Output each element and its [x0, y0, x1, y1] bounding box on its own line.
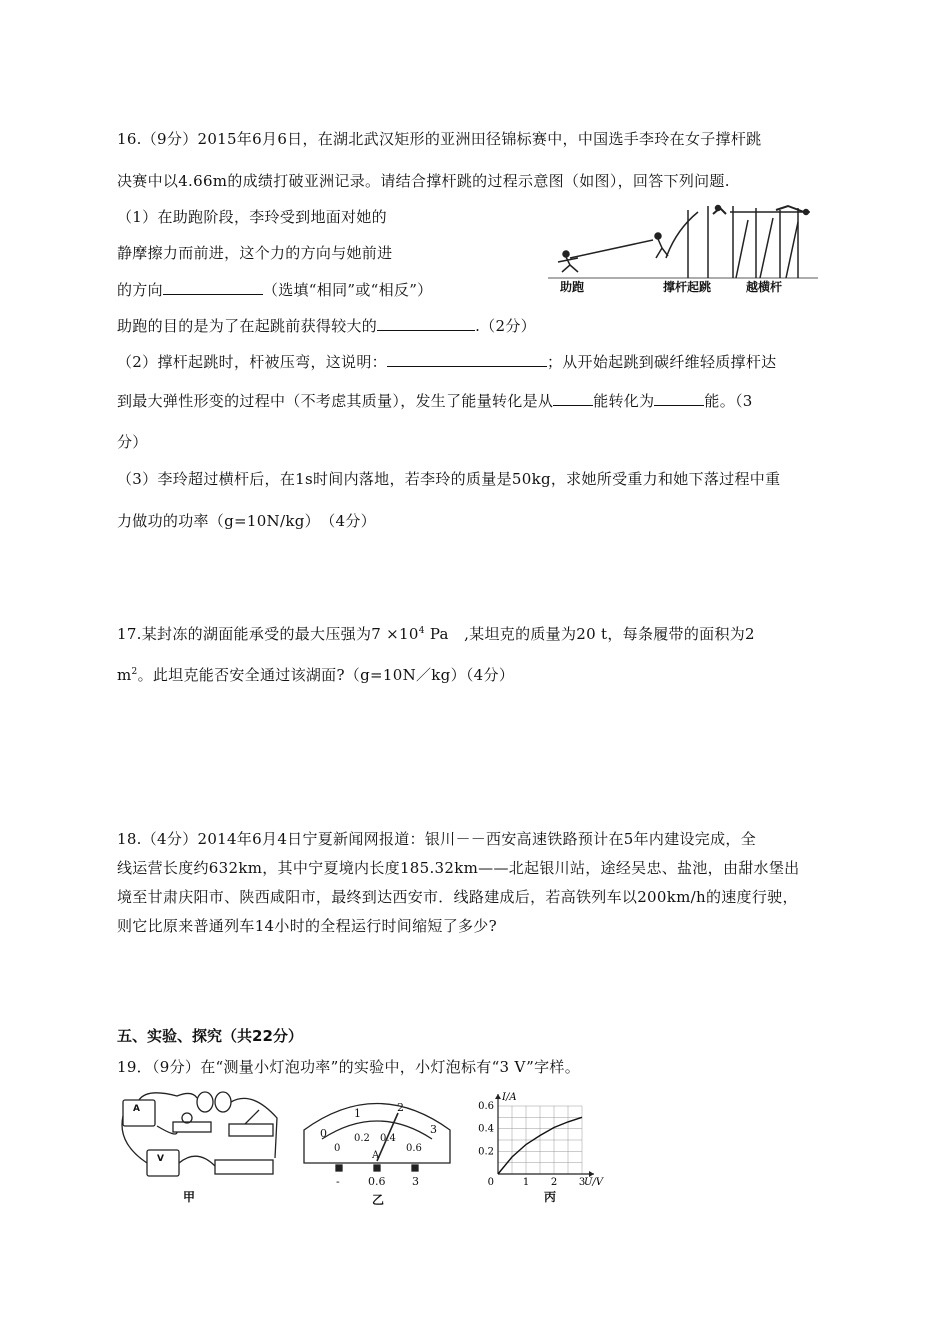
q19-line1: 19．（9分）在“测量小灯泡功率”的实验中，小灯泡标有“3 V”字样。 — [117, 1058, 580, 1076]
dial-inner-tick-1: 0.2 — [354, 1133, 370, 1144]
q17-line1-pre: 17.某封冻的湖面能承受的最大压强为7 ×10 — [117, 625, 419, 643]
dial-inner-tick-0: 0 — [334, 1143, 341, 1154]
q17-exponent: 4 — [418, 626, 425, 636]
figure-label-bing: 丙 — [544, 1190, 557, 1204]
q17-area-exponent: 2 — [131, 667, 138, 677]
y-tick-label: 0.6 — [478, 1101, 494, 1112]
answer-blank-energy-to[interactable] — [654, 391, 704, 406]
dial-outer-tick-1: 1 — [354, 1107, 361, 1120]
q16-part3-line-b: 力做功的功率（g=10N/kg） （4分） — [117, 512, 376, 530]
figure-label-run: 助跑 — [560, 280, 585, 294]
dial-unit-label: A — [372, 1150, 380, 1161]
answer-blank-bend[interactable] — [387, 352, 547, 367]
q16-line2: 决赛中以4.66m的成绩打破亚洲记录。请结合撑杆跳的过程示意图（如图），回答下列问题. — [117, 172, 730, 190]
q16-part2-b-post: 能。（3 — [704, 392, 753, 410]
dial-inner-tick-3: 0.6 — [406, 1143, 422, 1154]
dial-outer-tick-0: 0 — [320, 1127, 327, 1140]
y-axis-label: I/A — [502, 1092, 517, 1103]
q16-part2-line-c: 分） — [117, 433, 148, 451]
q16-part2-a-pre: （2）撑杆起跳时，杆被压弯，这说明： — [117, 353, 387, 371]
dial-inner-tick-2: 0.4 — [380, 1133, 396, 1144]
q16-line1: 16.（9分）2015年6月6日，在湖北武汉矩形的亚洲田径锦标赛中，中国选手李玲在女子撑杆跳 — [117, 130, 762, 148]
terminal-0-6: 0.6 — [368, 1175, 386, 1188]
y-tick-label: 0.2 — [478, 1146, 494, 1158]
switch-icon — [229, 1124, 273, 1136]
x-axis-label: U/V — [584, 1177, 604, 1188]
ammeter-figure — [302, 1095, 452, 1210]
voltmeter-label: V — [157, 1154, 164, 1164]
origin-label: 0 — [487, 1177, 494, 1188]
figure-label-yi: 乙 — [372, 1193, 385, 1207]
circuit-figure — [117, 1088, 292, 1208]
q16-part1-c-post: （选填“相同”或“相反”） — [262, 281, 433, 299]
q17-line2 — [117, 664, 514, 685]
figure-label-takeoff: 撑杆起跳 — [663, 280, 712, 294]
dial-outer-tick-2: 2 — [397, 1101, 404, 1114]
terminal-minus: - — [336, 1175, 340, 1188]
q16-part3-line-a: （3）李玲超过横杆后，在1s时间内落地，若李玲的质量是50kg，求她所受重力和她下落过程中重 — [117, 470, 781, 488]
y-axis-arrow — [495, 1094, 501, 1099]
q16-part2-line-a — [117, 351, 776, 372]
x-tick-label: 1 — [522, 1177, 530, 1188]
terminal-3: 3 — [412, 1175, 419, 1188]
q17-line2-pre: m — [117, 666, 132, 684]
q16-part1-line-a: （1）在助跑阶段，李玲受到地面对她的 — [117, 208, 387, 226]
q18-line1: 18.（4分）2014年6月4日宁夏新闻网报道：银川－－西安高速铁路预计在5年内建设完成，全 — [117, 830, 757, 848]
x-tick-label: 2 — [550, 1177, 558, 1188]
q16-part1-line-d — [117, 315, 536, 336]
q16-part1-line-b: 静摩擦力而前进，这个力的方向与她前进 — [117, 244, 393, 262]
section-title: 五、实验、探究（共22分） — [117, 1027, 303, 1045]
iu-chart — [470, 1092, 610, 1192]
q17-line1 — [117, 623, 755, 644]
pole-vault-figure — [548, 200, 818, 292]
ammeter-label: A — [133, 1104, 140, 1114]
circuit-drawing — [117, 1088, 292, 1188]
x-tick-label: 3 — [578, 1177, 586, 1188]
y-tick-label: 0.4 — [478, 1123, 494, 1135]
answer-blank-kinetic[interactable] — [377, 316, 475, 331]
rheostat-icon — [215, 1160, 273, 1174]
q18-line2: 线运营长度约632km，其中宁夏境内长度185.32km——北起银川站，途经吴忠、盐池，由甜水堡出 — [117, 859, 800, 877]
q16-part2-a-post: ；从开始起跳到碳纤维轻质撑杆达 — [546, 353, 777, 371]
q16-part1-d-post: .（2分） — [475, 317, 536, 335]
q16-part2-b-pre: 到最大弹性形变的过程中（不考虑其质量），发生了能量转化是从 — [117, 392, 554, 410]
q18-line3: 境至甘肃庆阳市、陕西咸阳市，最终到达西安市．线路建成后，若高铁列车以200km/h的速度行驶， — [117, 888, 798, 906]
q16-part1-c-pre: 的方向 — [117, 281, 163, 299]
q18-line4: 则它比原来普通列车14小时的全程运行时间缩短了多少? — [117, 917, 497, 935]
dial-outer-tick-3: 3 — [430, 1123, 437, 1136]
q16-part1-line-c — [117, 279, 432, 300]
iu-chart-figure — [470, 1092, 610, 1212]
q16-part2-b-mid: 能转化为 — [593, 392, 655, 410]
q17-line2-post: 。此坦克能否安全通过该湖面?（g=10N／kg）（4分） — [137, 666, 515, 684]
q16-part1-d-pre: 助跑的目的是为了在起跳前获得较大的 — [117, 317, 378, 335]
q17-line1-post: Pa ,某坦克的质量为20 t，每条履带的面积为2 — [424, 625, 755, 643]
figure-label-jia: 甲 — [183, 1190, 196, 1204]
answer-blank-energy-from[interactable] — [553, 391, 593, 406]
answer-blank-direction[interactable] — [163, 280, 263, 295]
q16-part2-line-b — [117, 390, 753, 411]
figure-label-clear-bar: 越横杆 — [746, 280, 783, 294]
